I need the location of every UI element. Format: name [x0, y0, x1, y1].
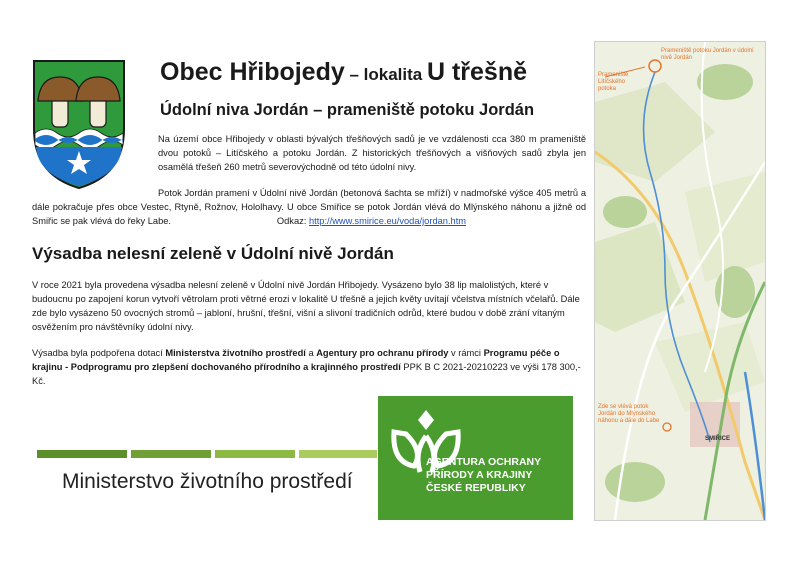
- mzp-logo-text: Ministerstvo životního prostředí: [62, 470, 353, 493]
- funding-text-a: Výsadba byla podpořena dotací: [32, 348, 166, 358]
- map-town-label: SMIŘICE: [705, 436, 731, 442]
- title-mid: – lokalita: [344, 65, 427, 84]
- map-label-spring-jordan: Prameniště potoku Jordán v údolní nivě Jordán: [661, 48, 754, 61]
- aopk-logo: [378, 396, 573, 520]
- aopk-line-2: PŘÍRODY A KRAJINY: [426, 469, 533, 481]
- jordan-paragraph: [32, 186, 586, 228]
- funding-ministry: Ministerstva životního prostředí: [165, 348, 306, 358]
- link-label: Odkaz:: [276, 216, 307, 226]
- location-map: [594, 41, 766, 521]
- intro-paragraph: Na území obce Hřibojedy v oblasti bývalých třešňových sadů je ve vzdálenosti cca 380 m prameniště dvou potoků – Litíčského a potoku Jordán. Z historických třešňových a višňových sadů zbyla jen osamělá třešeň 260 metrů severovýchodně od této údolní nivy.: [158, 134, 586, 172]
- funding-agency: Agentury pro ochranu přírody: [316, 348, 449, 358]
- jordan-link[interactable]: http://www.smirice.eu/voda/jordan.htm: [308, 216, 467, 226]
- section-heading: Výsadba nelesní zeleně v Údolní nivě Jordán: [32, 244, 394, 263]
- aopk-text: [426, 456, 541, 495]
- page-title: [160, 58, 527, 87]
- title-place: U třešně: [426, 58, 528, 86]
- funding-text-c: a: [305, 348, 317, 358]
- planting-paragraph: V roce 2021 byla provedena výsadba nelesní zeleně v Údolní nivě Jordán Hřibojedy. Vysázeno bylo 38 lip malolistých, které v budoucnu po zapojení korun vytvoří větrolam proti větrné erozi v lokalitě U třešně a jejich květy uvítají včelstva místních včelařů. Dále zde bylo vysázeno 50 ovocných stromů – jabloní, hrušní, třešní, višní a slivoní tradičních odrůd, které budou v době zrání vítaným osvěžením pro návštěvníky údolní nivy.: [32, 280, 580, 332]
- coat-of-arms-icon: [30, 57, 128, 191]
- page-subtitle: Údolní niva Jordán – prameniště potoku Jordán: [160, 101, 535, 119]
- aopk-line-1: AGENTURA OCHRANY: [426, 456, 542, 468]
- map-graphic: [595, 42, 765, 520]
- jordan-text: Potok Jordán pramení v Údolní nivě Jordán (betonová šachta se mříží) v nadmořské výšce 405 metrů a dále pokračuje přes obce Vestec, Rtyně, Rožnov, Hololhavy. U obce Smiřice se potok Jordán vlévá do Mlýnského náhonu a jižně od Smiřic se pak vlévá do řeky Labe.: [32, 188, 586, 226]
- aopk-line-3: ČESKÉ REPUBLIKY: [426, 482, 526, 494]
- funding-text-e: v rámci: [448, 348, 484, 358]
- title-main: Obec Hřibojedy: [160, 58, 345, 86]
- mzp-bars-logo: [37, 447, 377, 463]
- map-label-confluence: Zde se vlévá potok Jordán do Mlýnského náhonu a dále do Labe: [598, 404, 660, 424]
- funding-paragraph: [32, 346, 586, 388]
- funding-program: Programu péče o krajinu - Podprogramu pro zlepšení dochovaného přírodního a krajinného prostředí: [32, 348, 560, 372]
- map-label-spring-liticky: Prameniště Litíčského potoka: [598, 72, 629, 92]
- funding-text-g: PPK B C 2021-20210223 ve výši 178 300,- Kč.: [32, 362, 581, 386]
